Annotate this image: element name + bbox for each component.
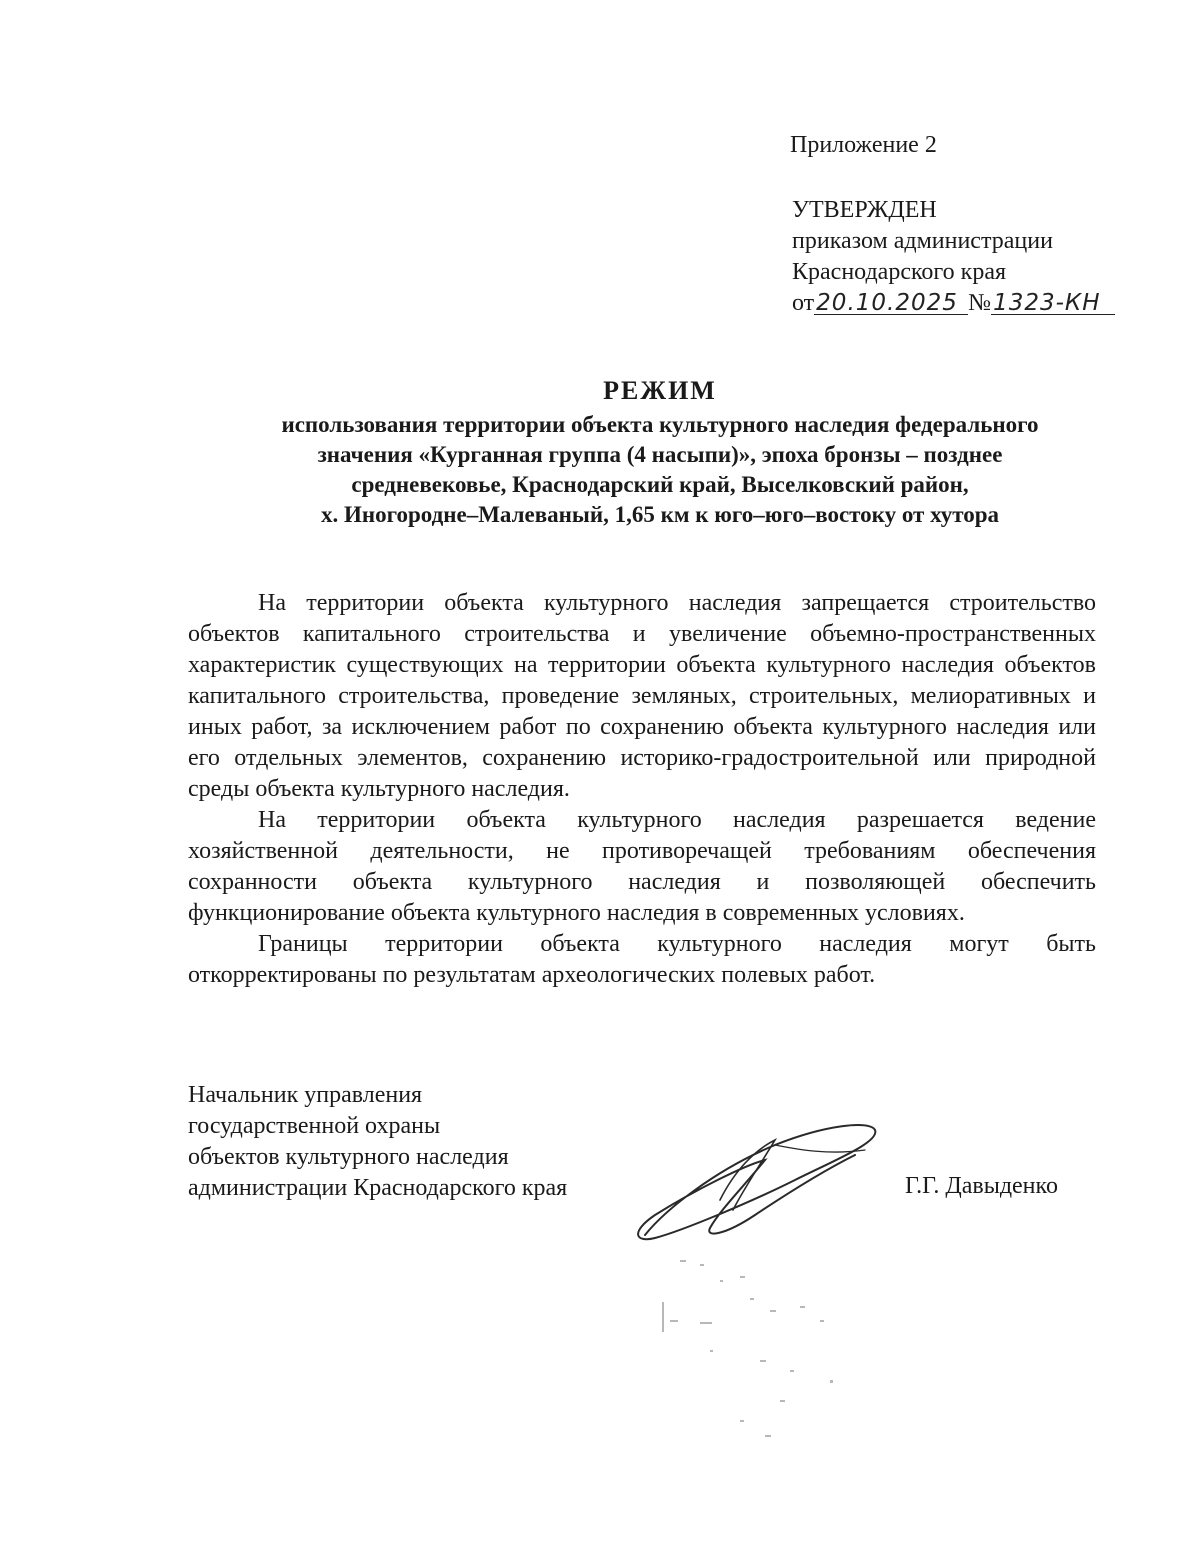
from-label: от: [792, 290, 815, 316]
signer-line-4: администрации Краснодарского края: [188, 1175, 568, 1201]
signer-line-3: объектов культурного наследия: [188, 1144, 509, 1170]
appendix-label: Приложение 2: [790, 132, 937, 158]
document-title: [180, 376, 1140, 530]
title-line-3: средневековье, Краснодарский край, Выселковский район,: [351, 472, 969, 497]
handwritten-date: 20.10.2025: [814, 292, 968, 315]
title-line-1: использования территории объекта культурного наследия федерального: [281, 412, 1039, 437]
number-label: №: [968, 290, 992, 316]
body-paragraph-1: На территории объекта культурного наследия запрещается строительство объектов капитального строительства и увеличение объемно-пространственных характеристик существующих на территории объекта культурного наследия объектов капитального строительства, проведение земляных, строительных, мелиоративных и иных работ, за исключением работ по сохранению объекта культурного наследия или его отдельных элементов, сохранению историко-градостроительной или природной среды объекта культурного наследия.: [188, 590, 1096, 802]
handwritten-signature: [625, 1110, 885, 1250]
signer-line-2: государственной охраны: [188, 1113, 441, 1139]
approval-region: Краснодарского края: [792, 259, 1007, 285]
title-main: РЕЖИМ: [603, 376, 717, 405]
approval-heading: УТВЕРЖДЕН: [792, 197, 937, 223]
document-body: [188, 588, 1096, 991]
title-line-4: х. Иногородне–Малеваный, 1,65 км к юго–юго–востоку от хутора: [320, 502, 999, 527]
body-paragraph-2: На территории объекта культурного наследия разрешается ведение хозяйственной деятельности, не противоречащей требованиям обеспечения сохранности объекта культурного наследия и позволяющей обеспечить функционирование объекта культурного наследия в современных условиях.: [188, 807, 1096, 926]
body-paragraph-3: Границы территории объекта культурного наследия могут быть откорректированы по результатам археологических полевых работ.: [188, 931, 1096, 988]
signer-position: [188, 1080, 567, 1204]
faded-stamp: [640, 1250, 870, 1450]
approval-date-line: [792, 288, 1115, 319]
title-line-2: значения «Курганная группа (4 насыпи)», эпоха бронзы – позднее: [317, 442, 1003, 467]
signer-line-1: Начальник управления: [188, 1082, 423, 1108]
approval-order: приказом администрации: [792, 228, 1053, 254]
approval-block: [792, 195, 1115, 319]
signer-name: Г.Г. Давыденко: [905, 1173, 1058, 1199]
handwritten-number: 1323-КН: [991, 292, 1115, 315]
